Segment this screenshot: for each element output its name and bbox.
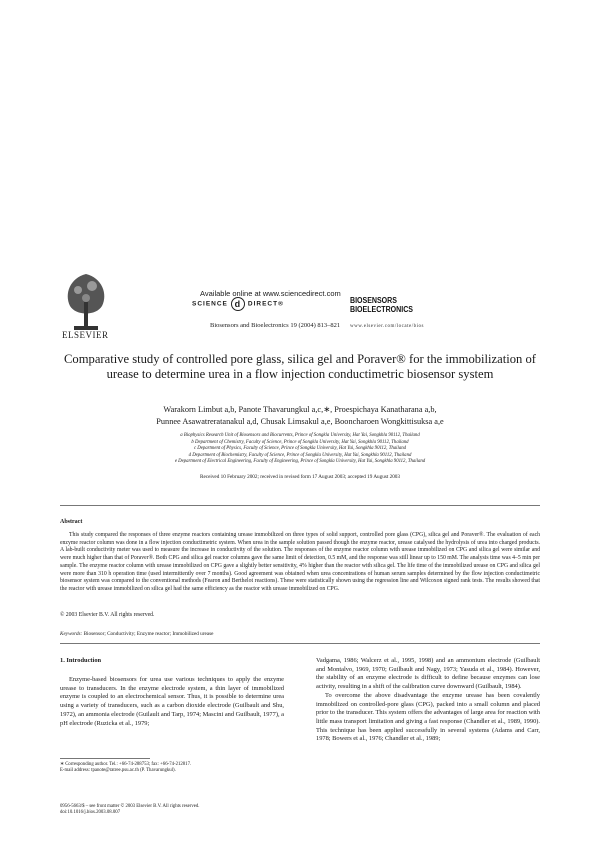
intro-right-column [316, 657, 540, 744]
sd-left: SCIENCE [192, 300, 228, 308]
keywords-values: Biosensor; Conductivity; Enzyme reactor; Immobilized urease [83, 631, 214, 637]
footnote-rule [60, 758, 150, 759]
footnote-email: E-mail address: tpanote@ratree.psu.ac.th (P. Thavarungkul). [60, 768, 176, 774]
authors-line-1: Warakorn Limbut a,b, Panote Thavarungkul a,c,∗, Proespichaya Kanatharana a,b, [163, 405, 437, 414]
available-online: Available online at www.sciencedirect.com [200, 289, 341, 298]
abstract-heading: Abstract [60, 519, 83, 525]
keywords-label: Keywords: [60, 631, 83, 637]
affiliation-c: c Department of Physics, Faculty of Science, Prince of Songkla University, Hat Yai, Songkhla 90112, Thailand [193, 446, 407, 451]
doi-line[interactable]: doi:10.1016/j.bios.2003.08.007 [60, 810, 121, 816]
sd-right: DIRECT® [247, 300, 284, 308]
authors-line-2: Punnee Asawatreratanakul a,d, Chusak Limsakul a,e, Booncharoen Wongkittisuksa a,e [156, 416, 444, 426]
sd-circle-icon: d [231, 297, 245, 311]
footnote-corresponding: ∗ Corresponding author. Tel.: +66-74-288753; fax: +66-74-212817. [60, 762, 192, 767]
sciencedirect-logo [192, 297, 284, 311]
intro-right-paragraph-1: Vadgama, 1986; Walcerz et al., 1995, 1998) and an ammonium electrode (Guilbault and Montalvo, 1969, 1970; Guilbault and Nagy, 1973; Yasuda et al., 1984). However, the stability of an enzyme electrode is difficult to define because enzymes can lose activity, resulting in a shift of the calibration curve downward (Guilbault, 1984). [316, 657, 540, 691]
affiliation-e: e Department of Electrical Engineering, Faculty of Engineering, Prince of Songkla University, Hat Yai, Songkhla 90112, Thailand [174, 459, 426, 464]
divider-keywords [60, 643, 540, 644]
received-dates: Received 10 February 2002; received in revised form 17 August 2003; accepted 19 August 2003 [200, 474, 400, 480]
journal-reference: Biosensors and Bioelectronics 19 (2004) 813–821 [210, 322, 341, 329]
front-matter-info [60, 804, 199, 817]
footnote [60, 762, 290, 775]
author-list [60, 404, 540, 427]
intro-right-paragraph-2: To overcome the above disadvantage the enzyme urease has been covalently immobilized on controlled-pore glass (CPG), packed into a small column and placed prior to the transducer. This system offers the advantages of large area for reaction with little mass transport limitation and giving a fast response (Chandler et al., 1989, 1990). This technique has been applied successfully in several systems (Adams and Carr, 1978; Bowers et al., 1976; Chandler et al., 1989; [316, 691, 540, 743]
journal-logo [350, 296, 412, 314]
elsevier-tree-logo [60, 268, 112, 330]
abstract-text: This study compared the responses of three enzyme reactors containing urease immobilized on three types of solid support, controlled pore glass (CPG), silica gel and Poraver®. The evaluation of each enzyme reactor column was done in a flow injection conductimetric system. When urea in the sample solution passed though the enzyme reactor, urease catalysed the hydrolysis of urea into charged products. A lab-built conductivity meter was used to measure the increase in conductivity of the solution. The responses of the enzyme reactor column with urease immobilized on CPG and silica gel were similar and were much higher than that of Poraver®. Both CPG and silica gel reactor columns gave the same limit of detection, 0.5 mM, and the response was still linear up to 150 mM. The analysis time was 4–5 min per sample. The enzyme reactor column with urease immobilized on CPG gave a slightly better sensitivity, 4% higher than the reactor with silica gel. The life time of the immobilized urease on CPG and silica gel were more than 310 h operation time (used intermittently over 7 months). Good agreement was obtained when urea concentrations of human serum samples determined by the flow injection conductimetric biosensor system was compared to the conventional methods (Fearon and Berthelot reactions). These were statistically shown using the regression line and Wilcoxon signed rank tests. The results showed that the reactor with urease immobilized on silica gel had the same efficiency as the reactor with urease immobilized on CPG. [60, 532, 540, 592]
journal-url[interactable]: www.elsevier.com/locate/bios [350, 324, 424, 329]
paper-title: Comparative study of controlled pore glass, silica gel and Poraver® for the immobilization of urease to determine urea in a flow injection conductimetric biosensor system [64, 352, 536, 381]
issn-line: 0956-5663/$ – see front matter © 2003 Elsevier B.V. All rights reserved. [60, 804, 200, 809]
affiliation-b: b Department of Chemistry, Faculty of Science, Prince of Songkla University, Hat Yai, Songkhla 90112, Thailand [191, 439, 409, 445]
keywords [60, 631, 213, 637]
affiliation-a: a Biophysics Research Unit of Biosensors and Biocurrents, Prince of Songkla University, Hat Yai, Songkhla 90112, Thailand [180, 433, 420, 438]
publisher-name: ELSEVIER [62, 330, 109, 340]
affiliation-d: d Department of Biochemistry, Faculty of Science, Prince of Songkla University, Hat Yai, Songkhla 90112, Thailand [188, 452, 412, 458]
abstract-copyright: © 2003 Elsevier B.V. All rights reserved. [60, 612, 155, 618]
affiliations [60, 433, 540, 466]
intro-left-column: Enzyme-based biosensors for urea use various techniques to apply the enzyme urease to transducers. In the enzyme electrode system, a thin layer of immobilized enzyme is coupled to an electrochemical sensor. Thus, it is possible to determine urea using a variety of transducers, such as a carbon dioxide electrode (Guilbault and Shu, 1972), an ammonia electrode (Guilault and Tarp, 1974; Mascini and Guilbault, 1977), a pH electrode (Ruzicka et al., 1979; [60, 676, 284, 727]
section-heading-introduction: 1. Introduction [60, 657, 102, 664]
divider-top [60, 505, 540, 506]
journal-logo-line2: BIOELECTRONICS [350, 305, 413, 314]
journal-logo-line1: BIOSENSORS [350, 296, 397, 305]
